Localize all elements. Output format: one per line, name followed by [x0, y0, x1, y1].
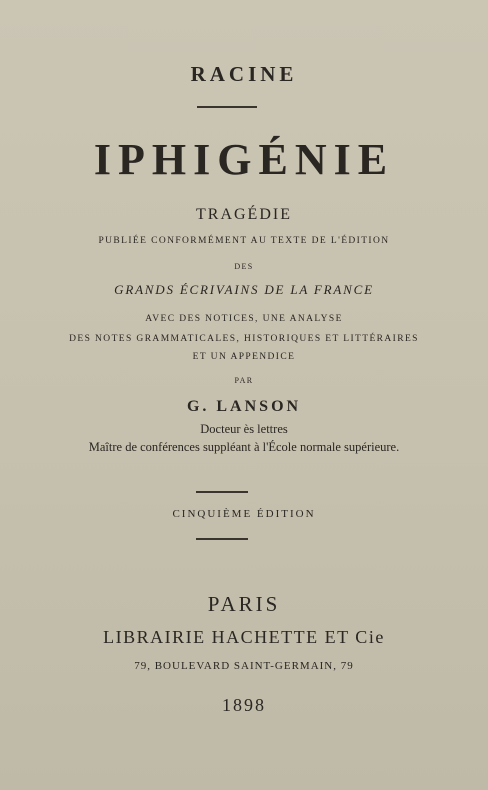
imprint-year: 1898: [222, 695, 266, 715]
notices-line-2: DES NOTES GRAMMATICALES, HISTORIQUES ET LITTÉRAIRES: [69, 334, 419, 344]
par-label: PAR: [234, 376, 254, 385]
editor-credential-1: Docteur ès lettres: [200, 422, 288, 436]
imprint-publisher: LIBRAIRIE HACHETTE ET Cie: [103, 627, 385, 647]
genre-label: TRAGÉDIE: [196, 206, 292, 223]
des-label: DES: [234, 262, 254, 271]
author-name: RACINE: [190, 62, 298, 86]
publication-note: PUBLIÉE CONFORMÉMENT AU TEXTE DE L'ÉDITION: [98, 236, 390, 246]
collection-name: GRANDS ÉCRIVAINS DE LA FRANCE: [114, 282, 374, 297]
divider-top: [197, 106, 257, 108]
imprint-address: 79, BOULEVARD SAINT-GERMAIN, 79: [134, 660, 354, 672]
notices-line-1: AVEC DES NOTICES, UNE ANALYSE: [145, 314, 343, 324]
editor-name: G. LANSON: [186, 398, 302, 415]
divider-edition-top: [196, 491, 248, 493]
imprint-city: PARIS: [207, 592, 281, 616]
notices-line-3: ET UN APPENDICE: [192, 352, 296, 362]
edition-label: CINQUIÈME ÉDITION: [172, 508, 316, 520]
editor-credential-2: Maître de conférences suppléant à l'École normale supérieure.: [88, 440, 400, 454]
divider-edition-bottom: [196, 538, 248, 540]
book-title: IPHIGÉNIE: [93, 135, 395, 184]
